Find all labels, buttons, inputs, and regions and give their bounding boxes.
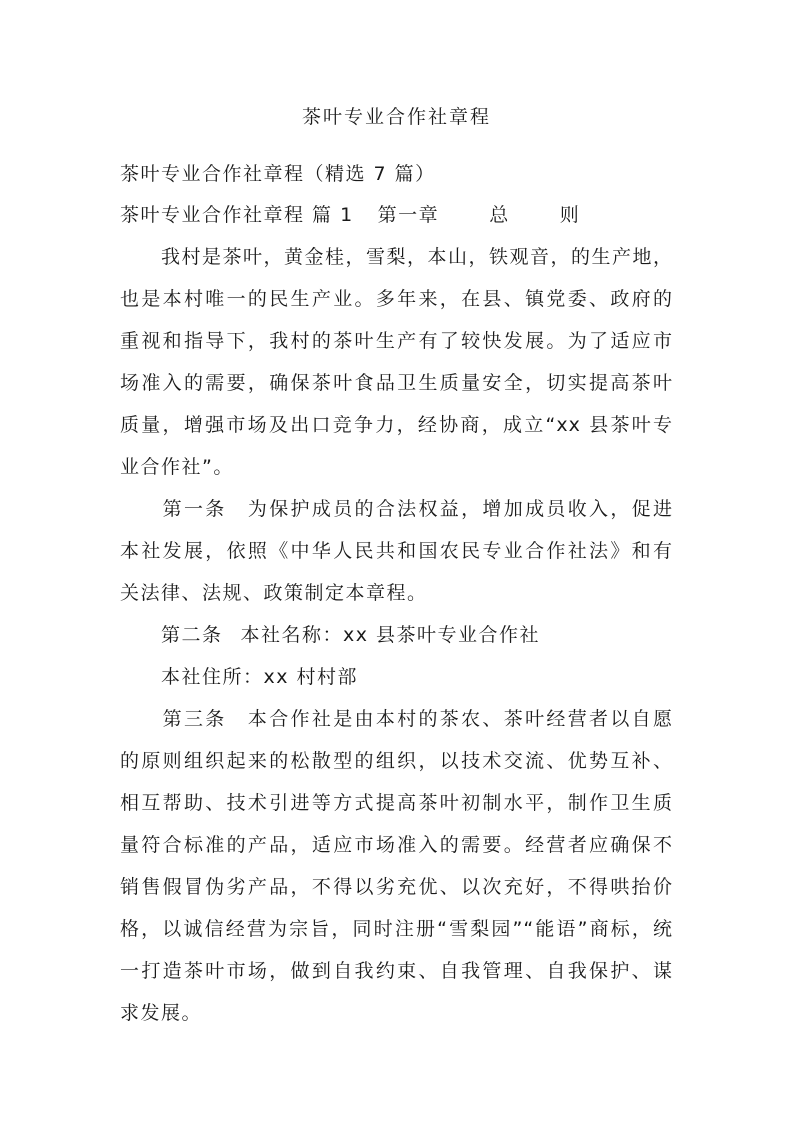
chapter-heading-prefix: 茶叶专业合作社章程 篇 1 — [120, 204, 354, 226]
article-2-line — [120, 621, 540, 649]
article-1-line: 关法律、法规、政策制定本章程。 — [120, 582, 428, 604]
article-1-line: 第一条 为保护成员的合法权益，增加成员收入，促进 — [120, 498, 673, 520]
article-3-line: 格，以诚信经营为宗旨，同时注册“雪梨园”“能语”商标，统 — [120, 918, 673, 940]
document-subtitle: 茶叶专业合作社章程（精选 7 篇） — [120, 163, 436, 185]
paragraph-line: 业合作社”。 — [120, 456, 234, 478]
chapter-number: 第一章 — [377, 204, 440, 226]
article-3-line: 第三条 本合作社是由本村的茶农、茶叶经营者以自愿 — [120, 708, 673, 730]
article-3-line: 相互帮助、技术引进等方式提高茶叶初制水平，制作卫生质 — [120, 792, 673, 814]
article-3-line: 一打造茶叶市场，做到自我约束、自我管理、自我保护、谋 — [120, 960, 673, 982]
chapter-word-1: 总 — [489, 204, 510, 226]
paragraph-line: 重视和指导下，我村的茶叶生产有了较快发展。为了适应市 — [120, 330, 673, 352]
address-line: 本社住所：xx 村村部 — [120, 666, 359, 688]
article-3-line: 求发展。 — [120, 1002, 203, 1024]
article-3-line: 销售假冒伪劣产品，不得以劣充优、以次充好，不得哄抬价 — [120, 876, 673, 898]
article-2-text: 本社名称：xx 县茶叶专业合作社 — [240, 624, 541, 646]
paragraph-line: 我村是茶叶，黄金桂，雪梨，本山，铁观音，的生产地， — [120, 246, 673, 268]
paragraph-line: 质量，增强市场及出口竞争力，经协商，成立“xx 县茶叶专 — [120, 414, 673, 436]
article-2-label: 第二条 — [120, 624, 223, 646]
article-3-line: 量符合标准的产品，适应市场准入的需要。经营者应确保不 — [120, 834, 673, 856]
paragraph-line: 场准入的需要，确保茶叶食品卫生质量安全，切实提高茶叶 — [120, 372, 673, 394]
article-1-line: 本社发展，依照《中华人民共和国农民专业合作社法》和有 — [120, 540, 673, 562]
article-3-line: 的原则组织起来的松散型的组织，以技术交流、优势互补、 — [120, 750, 673, 772]
chapter-heading — [120, 201, 580, 229]
paragraph-line: 也是本村唯一的民生产业。多年来，在县、镇党委、政府的 — [120, 288, 673, 310]
document-title: 茶叶专业合作社章程 — [301, 106, 491, 128]
chapter-word-2: 则 — [559, 204, 581, 226]
